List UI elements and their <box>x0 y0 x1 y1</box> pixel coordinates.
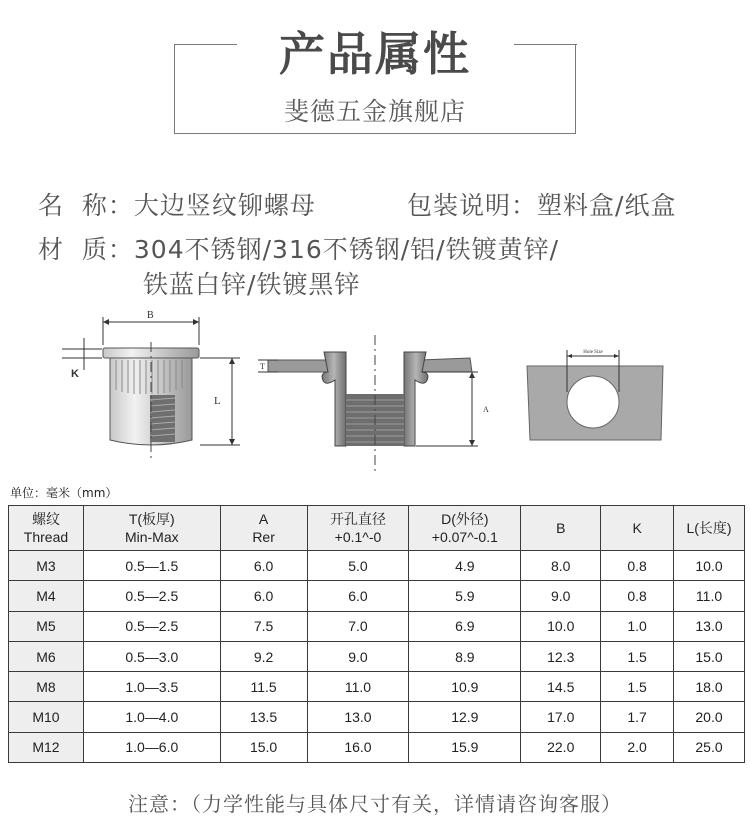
table-header-cell <box>307 506 409 551</box>
table-cell: 10.0 <box>521 611 601 641</box>
table-cell: 1.0—4.0 <box>83 702 220 732</box>
table-cell: 7.0 <box>307 611 409 641</box>
unit-note: 单位：毫米（mm） <box>10 486 118 500</box>
rivet-nut-installed-section <box>258 335 489 475</box>
footer-note: 注意：（力学性能与具体尺寸有关，详情请咨询客服） <box>128 792 622 816</box>
table-cell: 15.0 <box>220 732 307 762</box>
table-header-cell <box>220 506 307 551</box>
table-cell: 6.9 <box>409 611 521 641</box>
material-value-line2: 铁蓝白锌/铁镀黑锌 <box>143 270 361 299</box>
table-cell: 15.9 <box>409 732 521 762</box>
table-cell: 1.0 <box>601 611 674 641</box>
table-cell: 10.0 <box>674 551 745 581</box>
table-cell: 20.0 <box>674 702 745 732</box>
table-cell: 9.2 <box>220 641 307 671</box>
table-cell: 17.0 <box>521 702 601 732</box>
material-label: 材 质： <box>38 235 134 264</box>
product-name-row <box>38 186 316 222</box>
dim-t-label: T <box>260 362 265 371</box>
table-row <box>9 732 745 762</box>
table-cell: 16.0 <box>307 732 409 762</box>
table-header-row <box>9 506 745 551</box>
header-line1: B <box>556 520 566 536</box>
table-cell: 0.5—1.5 <box>83 551 220 581</box>
table-cell: 0.5—2.5 <box>83 611 220 641</box>
header-line1: T(板厚) <box>128 511 175 527</box>
table-cell: 9.0 <box>521 581 601 611</box>
thread-size-cell: M8 <box>9 672 84 702</box>
packaging-value: 塑料盒/纸盒 <box>537 191 677 220</box>
shop-name: 斐德五金旗舰店 <box>283 97 466 126</box>
header-line2: +0.1^-0 <box>334 529 382 545</box>
material-row <box>38 230 559 266</box>
header-line2: Rer <box>252 529 275 545</box>
table-header-cell <box>521 506 601 551</box>
table-cell: 13.0 <box>674 611 745 641</box>
thread-size-cell: M5 <box>9 611 84 641</box>
table-cell: 14.5 <box>521 672 601 702</box>
table-row <box>9 611 745 641</box>
mounting-hole-view <box>527 350 663 440</box>
thread-size-cell: M6 <box>9 641 84 671</box>
product-name-value: 大边竖纹铆螺母 <box>133 191 316 220</box>
material-value-line1: 304不锈钢/316不锈钢/铝/铁镀黄锌/ <box>133 235 560 264</box>
table-cell: 10.9 <box>409 672 521 702</box>
table-cell: 22.0 <box>521 732 601 762</box>
table-cell: 11.0 <box>307 672 409 702</box>
dim-b-label: B <box>147 310 154 321</box>
packaging-label: 包装说明： <box>407 191 538 220</box>
table-cell: 5.0 <box>307 551 409 581</box>
table-row <box>9 641 745 671</box>
table-cell: 25.0 <box>674 732 745 762</box>
table-cell: 6.0 <box>307 581 409 611</box>
table-header-cell <box>674 506 745 551</box>
table-row <box>9 581 745 611</box>
table-cell: 0.8 <box>601 581 674 611</box>
rivet-nut-side-view <box>62 310 240 460</box>
table-cell: 18.0 <box>674 672 745 702</box>
spec-table <box>8 505 745 763</box>
table-header-cell <box>409 506 521 551</box>
table-cell: 7.5 <box>220 611 307 641</box>
table-cell: 13.5 <box>220 702 307 732</box>
table-cell: 1.0—6.0 <box>83 732 220 762</box>
table-cell: 5.9 <box>409 581 521 611</box>
table-cell: 0.8 <box>601 551 674 581</box>
header-line1: 开孔直径 <box>329 511 386 527</box>
dim-hole-label: Hole Size <box>583 350 603 355</box>
header-line2: +0.07^-0.1 <box>431 529 498 545</box>
header-line2: Thread <box>23 529 69 545</box>
header-line1: A <box>258 511 269 527</box>
table-cell: 0.5—3.0 <box>83 641 220 671</box>
table-cell: 1.0—3.5 <box>83 672 220 702</box>
table-cell: 11.0 <box>674 581 745 611</box>
dim-l-label: L <box>214 395 221 407</box>
table-cell: 13.0 <box>307 702 409 732</box>
table-cell: 15.0 <box>674 641 745 671</box>
header-line1: D(外径) <box>441 511 489 527</box>
table-cell: 11.5 <box>220 672 307 702</box>
table-cell: 0.5—2.5 <box>83 581 220 611</box>
table-row <box>9 672 745 702</box>
table-row <box>9 702 745 732</box>
product-name-label: 名 称： <box>38 191 134 220</box>
thread-size-cell: M3 <box>9 551 84 581</box>
table-cell: 6.0 <box>220 581 307 611</box>
table-header-cell <box>601 506 674 551</box>
table-cell: 4.9 <box>409 551 521 581</box>
technical-drawings <box>0 305 750 480</box>
table-cell: 9.0 <box>307 641 409 671</box>
table-row <box>9 551 745 581</box>
thread-size-cell: M12 <box>9 732 84 762</box>
page-title: 产品属性 <box>279 27 471 81</box>
header-line1: K <box>632 520 642 536</box>
table-cell: 12.9 <box>409 702 521 732</box>
table-cell: 6.0 <box>220 551 307 581</box>
packaging-row <box>407 186 676 222</box>
table-cell: 1.5 <box>601 641 674 671</box>
table-cell: 12.3 <box>521 641 601 671</box>
table-cell: 8.9 <box>409 641 521 671</box>
header-line1: 螺纹 <box>31 511 60 527</box>
table-cell: 1.7 <box>601 702 674 732</box>
header-line2: Min-Max <box>124 529 179 545</box>
table-cell: 8.0 <box>521 551 601 581</box>
table-cell: 2.0 <box>601 732 674 762</box>
thread-size-cell: M4 <box>9 581 84 611</box>
dim-k-label: K <box>71 368 79 380</box>
dim-a-label: A <box>483 405 489 414</box>
thread-size-cell: M10 <box>9 702 84 732</box>
table-header-cell <box>9 506 84 551</box>
header-line1: L(长度) <box>686 520 732 536</box>
table-header-cell <box>83 506 220 551</box>
table-cell: 1.5 <box>601 672 674 702</box>
